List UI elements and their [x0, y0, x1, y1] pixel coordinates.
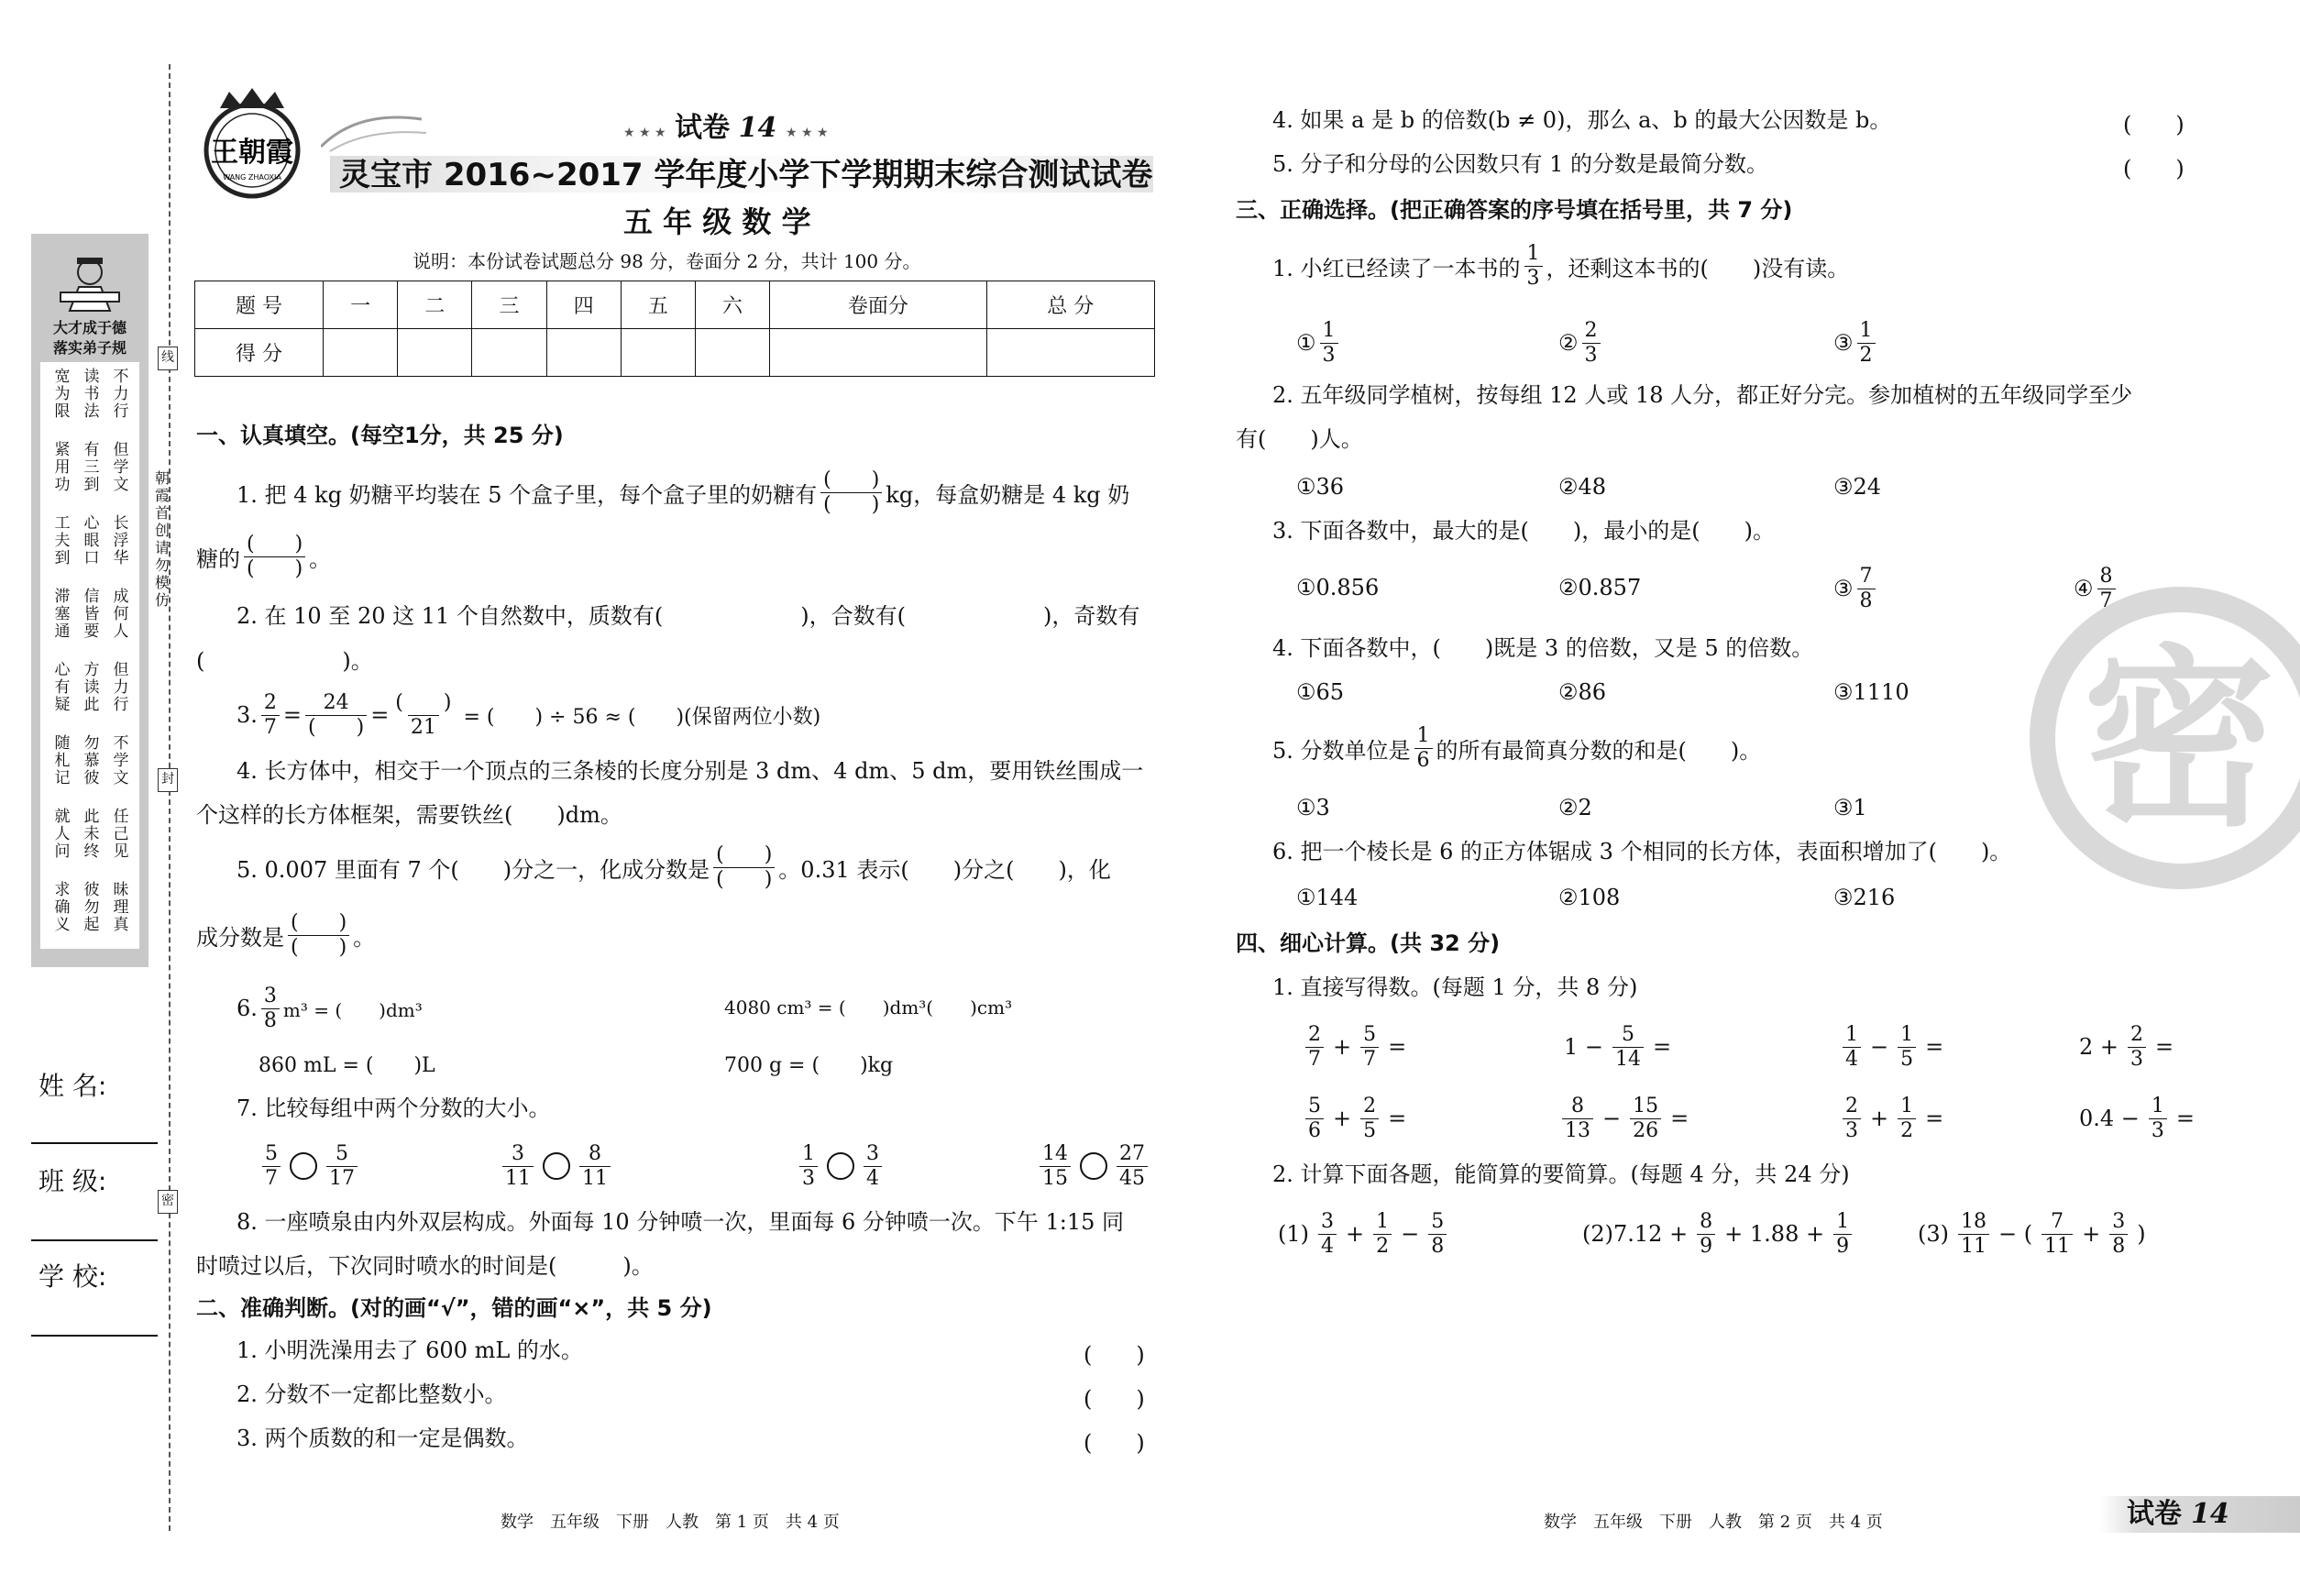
- choice-option[interactable]: ①65: [1296, 679, 1345, 705]
- footer-left: 数学 五年级 下册 人教 第 1 页 共 4 页: [501, 1513, 840, 1532]
- fraction: [1898, 1096, 1916, 1141]
- choice-option[interactable]: ③1110: [1833, 679, 1909, 705]
- score-header-cell: 三: [472, 281, 546, 329]
- operator: +: [1346, 1221, 1365, 1247]
- calc-problem: [1912, 1206, 2151, 1261]
- operator: +: [1870, 1106, 1889, 1131]
- choice-option[interactable]: ①36: [1296, 474, 1345, 500]
- answer-paren[interactable]: ( ): [2123, 112, 2184, 138]
- stars-left: ★ ★ ★: [623, 126, 666, 140]
- fraction: [1843, 1096, 1861, 1141]
- s1-q6b: 4080 cm³ = ( )dm³( )cm³: [724, 996, 1013, 1018]
- s1-q2-text: 2. 在 10 至 20 这 11 个自然数中，质数有( )，合数有( )，奇数有: [237, 603, 1140, 629]
- ribbon-decoration: [321, 101, 431, 156]
- paper-number: 14: [738, 112, 777, 144]
- compare-pair: [1036, 1140, 1151, 1192]
- numerator: 18: [1961, 1209, 1986, 1233]
- operator: =: [1670, 1106, 1689, 1131]
- fraction: [1360, 1096, 1379, 1141]
- numerator: 5: [1308, 1094, 1321, 1117]
- page-badge: [2099, 1496, 2300, 1533]
- motto-column: 此未终: [83, 808, 100, 861]
- score-cell[interactable]: [324, 329, 398, 377]
- denominator: 3: [1843, 1118, 1861, 1141]
- fraction-blank[interactable]: ( ) ( ): [820, 470, 882, 515]
- exam-note: 说明：本份试卷试题总分 98 分，卷面分 2 分，共计 100 分。: [413, 250, 921, 272]
- paper-label: 试卷: [675, 112, 731, 144]
- s1-q5-line2: 成分数是 ( ) ( ) 。: [196, 910, 376, 959]
- subject-title: 五 年 级 数 学: [623, 204, 811, 239]
- denominator: 4: [864, 1166, 882, 1189]
- choice-option[interactable]: [1833, 563, 1879, 614]
- fraction: [1318, 1209, 1337, 1258]
- binding-line: [169, 64, 171, 1531]
- operator: +: [2082, 1221, 2101, 1247]
- seal-secret: 密: [158, 1190, 178, 1214]
- denominator: 5: [1898, 1047, 1916, 1070]
- choice-option[interactable]: ②2: [1558, 795, 1592, 820]
- choice-option[interactable]: ②86: [1558, 679, 1607, 705]
- section-4-title: 四、细心计算。(共 32 分): [1236, 930, 1501, 956]
- compare-circle[interactable]: [1080, 1152, 1107, 1180]
- numerator: 1: [1376, 1209, 1390, 1233]
- fraction: [1843, 1022, 1861, 1071]
- motto-column: 工夫到: [54, 514, 71, 567]
- denominator: 3: [1582, 343, 1601, 366]
- s4-q2: 2. 计算下面各题，能简算的要简算。(每题 4 分，共 24 分): [1272, 1161, 1850, 1187]
- numerator: 1: [1900, 1094, 1914, 1117]
- badge-label: 试卷: [2127, 1498, 2182, 1530]
- numerator: 5: [336, 1141, 348, 1165]
- motto-column: 紧用功: [54, 441, 71, 494]
- answer-paren[interactable]: ( ): [1084, 1430, 1145, 1456]
- logo-name: 王朝霞: [211, 137, 293, 169]
- numerator: 8: [2099, 564, 2113, 588]
- score-cell[interactable]: [472, 329, 546, 377]
- choice-option[interactable]: ①3: [1296, 795, 1330, 820]
- score-cell[interactable]: [770, 329, 986, 377]
- choice-option[interactable]: ③1: [1833, 795, 1867, 820]
- denominator: 8: [2109, 1234, 2128, 1257]
- badge-number: 14: [2191, 1498, 2229, 1530]
- answer-paren[interactable]: ( ): [2123, 156, 2184, 182]
- s1-q8-line1: 8. 一座喷泉由内外双层构成。外面每 10 分钟喷一次，里面每 6 分钟喷一次。下午 1:15 同: [237, 1209, 1125, 1235]
- operator: +: [1333, 1106, 1352, 1131]
- score-header-cell: 五: [621, 281, 695, 329]
- fraction: [1428, 1209, 1447, 1258]
- operator: + 1.88 +: [1724, 1221, 1825, 1247]
- scholar-icon: [53, 252, 127, 316]
- compare-circle[interactable]: [543, 1152, 570, 1180]
- compare-circle[interactable]: [290, 1152, 317, 1180]
- name-label: 姓 名:: [39, 1071, 107, 1101]
- logo-sub: WANG ZHAOXIA: [223, 173, 281, 182]
- school-field[interactable]: [31, 1335, 158, 1337]
- operator: (3): [1918, 1221, 1949, 1247]
- answer-paren[interactable]: ( ): [1084, 1386, 1145, 1412]
- judge-item: 4. 如果 a 是 b 的倍数(b ≠ 0)，那么 a、b 的最大公因数是 b。: [1272, 107, 1892, 133]
- s1-q6c: 860 mL = ( )L: [259, 1054, 435, 1077]
- q3-rest: = ( ) ÷ 56 ≈ ( )(保留两位小数): [463, 705, 821, 729]
- operator: =: [1925, 1106, 1944, 1131]
- operator: −: [1870, 1034, 1889, 1060]
- fraction: [864, 1141, 882, 1190]
- denominator: 15: [1040, 1166, 1071, 1189]
- s3-q2-line1: 2. 五年级同学植树，按每组 12 人或 18 人分，都正好分完。参加植树的五年级同学至少: [1272, 382, 2133, 408]
- numerator: 5: [1363, 1022, 1377, 1046]
- s1-q2-text2: ( )。: [196, 648, 373, 674]
- denominator: 3: [799, 1166, 818, 1189]
- denominator: 14: [1612, 1047, 1644, 1070]
- denominator: 2: [1898, 1118, 1916, 1141]
- motto-column: 心眼口: [83, 514, 100, 567]
- motto-column: 昧理真: [113, 881, 129, 934]
- s1-q1-text2: kg，每盒奶糖是 4 kg 奶: [886, 481, 1130, 508]
- operator: ): [2137, 1221, 2146, 1247]
- motto-column: 求确义: [54, 881, 71, 934]
- score-cell[interactable]: [398, 329, 472, 377]
- numerator: 5: [265, 1141, 278, 1165]
- numerator: 1: [1859, 318, 1873, 342]
- denominator: 7: [1305, 1047, 1324, 1070]
- judge-item: 5. 分子和分母的公因数只有 1 的分数是最简分数。: [1272, 151, 1769, 177]
- denominator: 26: [1630, 1118, 1661, 1141]
- fraction: [2109, 1209, 2128, 1258]
- choice-option[interactable]: [1558, 317, 1604, 369]
- stars-right: ★ ★ ★: [785, 126, 829, 140]
- operator: (2)7.12 +: [1582, 1221, 1689, 1247]
- motto-column: 宽为限: [54, 368, 71, 421]
- numerator: 27: [1119, 1141, 1145, 1165]
- denominator: 8: [1428, 1234, 1447, 1257]
- option-mark: ③: [1833, 576, 1854, 601]
- motto-column: 彼勿起: [83, 881, 100, 934]
- motto-column: 随札记: [54, 734, 71, 787]
- numerator: 14: [1042, 1141, 1068, 1165]
- fraction: [2149, 1096, 2167, 1141]
- numerator: 5: [1622, 1022, 1635, 1046]
- mental-calc: [2074, 1019, 2179, 1074]
- score-header-cell: 总 分: [986, 281, 1154, 329]
- fraction: [1958, 1209, 1989, 1258]
- choice-option[interactable]: ③216: [1833, 885, 1896, 910]
- class-label: 班 级:: [39, 1166, 107, 1196]
- s3-q4: 4. 下面各数中，( )既是 3 的倍数，又是 5 的倍数。: [1272, 635, 1814, 661]
- mental-calc: [1839, 1019, 1949, 1074]
- mental-calc: [2074, 1091, 2200, 1146]
- motto-column: 长浮华: [113, 514, 129, 567]
- name-field[interactable]: [31, 1142, 158, 1144]
- numerator: 8: [589, 1141, 601, 1165]
- fraction: [1833, 1209, 1852, 1258]
- choice-option[interactable]: ③24: [1833, 474, 1882, 500]
- fraction: [1305, 1022, 1324, 1071]
- mental-calc: [1302, 1019, 1412, 1074]
- operator: =: [2175, 1106, 2195, 1131]
- numerator: 5: [1431, 1209, 1445, 1233]
- denominator: 11: [502, 1166, 534, 1189]
- option-mark: ①: [1296, 330, 1316, 356]
- fraction: [2041, 1209, 2073, 1258]
- compare-circle[interactable]: [827, 1152, 854, 1180]
- s3-q2-line2: 有( )人。: [1236, 426, 1363, 452]
- motto-column: 滞塞通: [54, 588, 71, 641]
- denominator: 4: [1843, 1047, 1861, 1070]
- numerator: 1: [1322, 318, 1336, 342]
- numerator: 8: [1700, 1209, 1713, 1233]
- s1-q7: 7. 比较每组中两个分数的大小。: [237, 1095, 551, 1121]
- denominator: 3: [2128, 1047, 2146, 1070]
- judge-item: 1. 小明洗澡用去了 600 mL 的水。: [237, 1337, 583, 1363]
- motto-column: 但力行: [113, 661, 129, 714]
- section-2-title: 二、准确判断。(对的画“√”，错的画“×”，共 5 分): [196, 1295, 712, 1321]
- denominator: 2: [1373, 1234, 1392, 1257]
- score-header-cell: 二: [398, 281, 472, 329]
- s3-q5: 5. 分数单位是 1 6 的所有最简真分数的和是( )。: [1272, 723, 1762, 772]
- fraction: [1360, 1022, 1379, 1071]
- watermark-text: 密: [2082, 628, 2275, 853]
- motto-column: 有三到: [83, 441, 100, 494]
- denominator: 8: [1857, 589, 1876, 611]
- s1-q4-line2: 个这样的长方体框架，需要铁丝( )dm。: [196, 802, 622, 828]
- mental-calc: [1558, 1091, 1694, 1146]
- motto-column: 方读此: [83, 661, 100, 714]
- numerator: 2: [2130, 1022, 2144, 1046]
- s3-q6: 6. 把一个棱长是 6 的正方体锯成 3 个相同的长方体，表面积增加了( )。: [1272, 839, 2012, 864]
- numerator: 8: [1571, 1094, 1584, 1117]
- numerator: 3: [512, 1141, 524, 1165]
- motto-column: 成何人: [113, 588, 129, 641]
- s3-q3: 3. 下面各数中，最大的是( )，最小的是( )。: [1272, 518, 1775, 544]
- denominator: 11: [2041, 1234, 2073, 1257]
- fraction: [799, 1141, 818, 1190]
- operator: =: [1653, 1034, 1672, 1060]
- operator: (1): [1278, 1221, 1309, 1247]
- denominator: 17: [326, 1166, 358, 1189]
- motto-column: 就人问: [54, 808, 71, 861]
- slogan-2: 落实弟子规: [52, 339, 127, 357]
- s1-q6a: 6. 3 8 m³ = ( )dm³: [237, 984, 423, 1032]
- score-header-row: [195, 281, 1155, 329]
- denominator: 6: [1305, 1118, 1324, 1141]
- fraction: [1320, 318, 1338, 367]
- s1-q1-text3: 糖的: [196, 545, 240, 572]
- numerator: 1: [1836, 1209, 1850, 1233]
- numerator: 1: [1900, 1022, 1914, 1046]
- numerator: 1: [2151, 1094, 2164, 1117]
- operator: =: [2155, 1034, 2174, 1060]
- denominator: 2: [1857, 343, 1876, 366]
- motto-column: 但学文: [113, 441, 129, 494]
- seal-seal: 封: [158, 768, 178, 792]
- motto-column: 勿慕彼: [83, 734, 100, 787]
- choice-option[interactable]: ①144: [1296, 885, 1359, 910]
- section-1-title: 一、认真填空。(每空1分，共 25 分): [196, 423, 564, 448]
- numerator: 2: [1845, 1094, 1858, 1117]
- score-header-cell: 卷面分: [770, 281, 986, 329]
- slogan-1: 大才成于德: [52, 319, 127, 336]
- denominator: 3: [1320, 343, 1338, 366]
- operator: 0.4 −: [2079, 1106, 2140, 1131]
- fraction: [1630, 1096, 1661, 1141]
- school-label: 学 校:: [39, 1261, 107, 1292]
- choice-option[interactable]: ②48: [1558, 474, 1607, 500]
- choice-option[interactable]: [1833, 317, 1879, 369]
- denominator: 9: [1833, 1234, 1852, 1257]
- numerator: 3: [1321, 1209, 1334, 1233]
- fraction: [326, 1141, 358, 1190]
- choice-option[interactable]: [1296, 317, 1342, 369]
- option-mark: ③: [1833, 330, 1854, 356]
- score-header-cell: 四: [546, 281, 621, 329]
- numerator: 2: [1363, 1094, 1377, 1117]
- s1-q6d: 700 g = ( )kg: [724, 1054, 894, 1077]
- s1-q1-text: 1. 把 4 kg 奶糖平均装在 5 个盒子里，每个盒子里的奶糖有: [237, 481, 818, 508]
- operator: − (: [1998, 1221, 2033, 1247]
- numerator: 2: [1308, 1022, 1321, 1046]
- numerator: 3: [2112, 1209, 2126, 1233]
- fraction-blank[interactable]: ( ) ( ): [244, 534, 305, 579]
- numerator: 3: [866, 1141, 879, 1165]
- fraction: [579, 1141, 611, 1190]
- secret-watermark: [2030, 587, 2300, 889]
- score-cell[interactable]: [986, 329, 1154, 377]
- fraction: [1305, 1096, 1324, 1141]
- denominator: 11: [579, 1166, 611, 1189]
- denominator: 13: [1562, 1118, 1593, 1141]
- motto-column: 读书法: [83, 368, 100, 421]
- fraction: [1857, 318, 1876, 367]
- q3-label: 3.: [237, 702, 258, 728]
- score-header-cell: 题 号: [195, 281, 324, 329]
- s1-q5-line1: 5. 0.007 里面有 7 个( )分之一，化成分数是 ( ) ( ) 。0.31 表示( )分之( )，化: [237, 842, 1111, 891]
- page-title: 灵宝市 2016~2017 学年度小学下学期期末综合测试试卷: [339, 157, 1153, 193]
- score-header-cell: 六: [695, 281, 769, 329]
- mental-calc: [1558, 1019, 1677, 1074]
- answer-paren[interactable]: ( ): [1084, 1342, 1145, 1368]
- fraction: [1117, 1141, 1148, 1190]
- fraction: [1373, 1209, 1392, 1258]
- s3-q1: 1. 小红已经读了一本书的 1 3 ，还剩这本书的( )没有读。: [1272, 241, 1850, 290]
- motto-column: 信皆要: [83, 588, 100, 641]
- choice-option[interactable]: ②108: [1558, 885, 1621, 910]
- motto-column: 心有疑: [54, 661, 71, 714]
- fraction: [1857, 564, 1876, 612]
- compare-pair: [499, 1140, 614, 1192]
- fraction: [1562, 1096, 1593, 1141]
- fraction: [2128, 1022, 2146, 1071]
- calc-problem: [1272, 1206, 1450, 1261]
- score-row: [195, 329, 1155, 377]
- score-row-label: 得 分: [195, 329, 324, 377]
- denominator: 5: [1360, 1118, 1379, 1141]
- fraction: [1697, 1209, 1715, 1258]
- numerator: 7: [1859, 564, 1873, 588]
- choice-option[interactable]: ①0.856: [1296, 575, 1380, 600]
- s4-q1: 1. 直接写得数。(每题 1 分，共 8 分): [1272, 974, 1638, 1000]
- score-cell[interactable]: [621, 329, 695, 377]
- fraction-blank[interactable]: ( ) ( ): [288, 913, 349, 958]
- option-mark: ④: [2074, 576, 2094, 601]
- score-cell[interactable]: [546, 329, 621, 377]
- s1-q1-line2: [196, 532, 331, 581]
- s1-q3: 3. $\frac{2}{7}$ = 24 ( ) = ( ) 21 = ( ) ÷ 56 ≈ ( )(保留两位小数): [237, 690, 821, 739]
- footer-right: 数学 五年级 下册 人教 第 2 页 共 4 页: [1544, 1513, 1883, 1532]
- judge-item: 3. 两个质数的和一定是偶数。: [237, 1425, 529, 1451]
- fraction: [1040, 1141, 1071, 1190]
- class-field[interactable]: [31, 1239, 158, 1241]
- fraction: [1612, 1022, 1644, 1071]
- judge-item: 2. 分数不一定都比整数小。: [237, 1381, 507, 1407]
- operator: =: [1388, 1034, 1407, 1060]
- operator: 1 −: [1564, 1034, 1604, 1060]
- s1-q1-end: 。: [309, 545, 332, 572]
- numerator: 2: [1584, 318, 1598, 342]
- numerator: 15: [1633, 1094, 1659, 1117]
- denominator: 7: [262, 1166, 281, 1189]
- numerator: 1: [802, 1141, 815, 1165]
- s1-q8-line2: 时喷过以后，下次同时喷水的时间是( )。: [196, 1253, 654, 1279]
- choice-option[interactable]: ②0.857: [1558, 575, 1642, 600]
- compare-pair: [259, 1140, 361, 1192]
- score-header-cell: 一: [324, 281, 398, 329]
- motto-column: 不学文: [113, 734, 129, 787]
- section-3-title: 三、正确选择。(把正确答案的序号填在括号里，共 7 分): [1236, 197, 1793, 223]
- seal-line: 线: [158, 347, 178, 370]
- denominator: 9: [1697, 1234, 1715, 1257]
- score-table: [194, 281, 1155, 377]
- denominator: 7: [2097, 589, 2116, 611]
- fraction: [1898, 1022, 1916, 1071]
- calc-problem: [1577, 1206, 1855, 1261]
- denominator: 4: [1318, 1234, 1337, 1257]
- option-mark: ②: [1558, 330, 1579, 356]
- fraction: [502, 1141, 534, 1190]
- numerator: 7: [2051, 1209, 2064, 1233]
- mental-calc: [1302, 1091, 1412, 1146]
- s1-q4-line1: 4. 长方体中，相交于一个顶点的三条棱的长度分别是 3 dm、4 dm、5 dm，要用铁丝围成一: [237, 758, 1144, 784]
- compare-pair: [796, 1140, 886, 1192]
- s1-q1-line1: [237, 468, 1129, 517]
- operator: =: [1925, 1034, 1944, 1060]
- denominator: 45: [1117, 1166, 1148, 1189]
- operator: −: [1602, 1106, 1622, 1131]
- numerator: 1: [1845, 1022, 1858, 1046]
- motto-column: 不力行: [113, 368, 129, 421]
- fraction-blank[interactable]: ( ) ( ): [713, 845, 775, 890]
- operator: +: [1333, 1034, 1352, 1060]
- denominator: 7: [1360, 1047, 1379, 1070]
- brand-logo: [189, 84, 315, 204]
- motto-column: 任己见: [113, 808, 129, 861]
- mental-calc: [1839, 1091, 1949, 1146]
- operator: −: [1401, 1221, 1420, 1247]
- side-note: 朝霞首创 请勿模仿: [154, 469, 170, 609]
- denominator: 11: [1958, 1234, 1989, 1257]
- fraction: [1582, 318, 1601, 367]
- operator: 2 +: [2079, 1034, 2119, 1060]
- score-cell[interactable]: [695, 329, 769, 377]
- denominator: 3: [2149, 1118, 2167, 1141]
- paper-tag: [623, 112, 829, 149]
- operator: =: [1388, 1106, 1407, 1131]
- fraction: [262, 1141, 281, 1190]
